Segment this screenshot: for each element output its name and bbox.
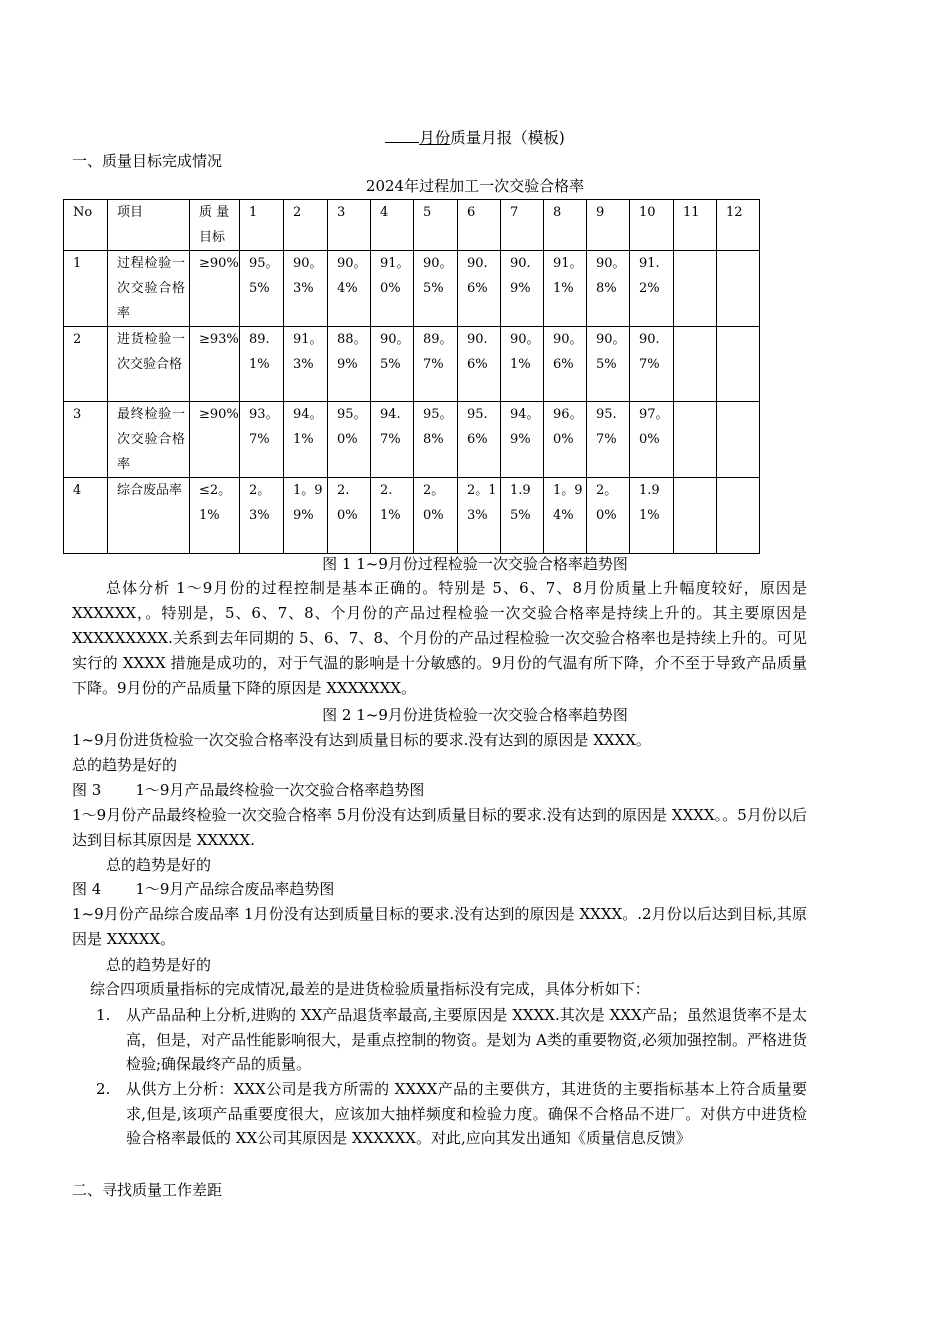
table-row — [64, 402, 760, 478]
month-value-cell: 94.7% — [371, 402, 414, 478]
table-header-row — [64, 200, 760, 251]
month-value-cell: 90.6% — [458, 327, 501, 402]
title-blank-line — [385, 127, 419, 143]
month-value-cell: 89.1% — [240, 327, 284, 402]
title-rest: 质量月报（模板) — [450, 129, 565, 147]
month-value-cell: 95.6% — [458, 402, 501, 478]
paragraph-analysis-2: 1~9月份进货检验一次交验合格率没有达到质量目标的要求.没有达到的原因是 XXXX。 — [72, 731, 651, 749]
month-value-cell: 90。5% — [414, 251, 458, 327]
list-item-number: 2. — [96, 1080, 111, 1098]
month-value-cell: 91。0% — [371, 251, 414, 327]
month-value-cell: 90。1% — [501, 327, 544, 402]
month-value-cell: 2.1% — [371, 478, 414, 554]
month-value-cell: 94。1% — [284, 402, 328, 478]
month-value-cell: 94。9% — [501, 402, 544, 478]
figure-4-label: 图 4 — [72, 880, 102, 898]
month-value-cell: 2。3% — [240, 478, 284, 554]
month-value-cell: 2.0% — [328, 478, 371, 554]
table-header-cell: 9 — [587, 200, 630, 251]
month-value-cell: 90。5% — [371, 327, 414, 402]
month-value-cell: 2。13% — [458, 478, 501, 554]
month-value-cell — [717, 478, 760, 554]
list-item — [96, 1003, 807, 1077]
report-title — [0, 126, 950, 148]
item-name-cell: 进货检验一次交验合格 — [108, 327, 190, 402]
row-number-cell: 1 — [64, 251, 108, 327]
table-header-cell: No — [64, 200, 108, 251]
month-value-cell: 91。3% — [284, 327, 328, 402]
month-value-cell: 2。0% — [414, 478, 458, 554]
table-row — [64, 478, 760, 554]
month-value-cell: 1。94% — [544, 478, 587, 554]
table-header-cell: 3 — [328, 200, 371, 251]
target-cell: ≥90% — [190, 251, 240, 327]
target-cell: ≥90% — [190, 402, 240, 478]
section-heading-2: 二、寻找质量工作差距 — [72, 1181, 223, 1199]
table-header-cell: 4 — [371, 200, 414, 251]
paragraph-analysis-1: 总体分析 1～9月份的过程控制是基本正确的。特别是 5、6、7、8月份质量上升幅度较好，原因是 XXXXXX，。特别是，5、6、7、8、个月份的产品过程检验一次交验合格率是持续上升的。其主要原因是 XXXXXXXXX.关系到去年同期的 5、6、7、8、个月份的产品过程检验一次交验合格率也是持续上升的。可见实行的 XXXX 措施是成功的，对于气温的影响是十分敏感的。9月份的气温有所下降，介不至于导致产品质量下降。9月份的产品质量下降的原因是 XXXXXXX。 — [72, 579, 807, 697]
table-header-cell: 项目 — [108, 200, 190, 251]
table-row — [64, 251, 760, 327]
month-value-cell: 2。0% — [587, 478, 630, 554]
figure-4-text: 1～9月产品综合废品率趋势图 — [135, 880, 335, 898]
list-item-text: 从供方上分析：XXX公司是我方所需的 XXXX产品的主要供方，其进货的主要指标基本上符合质量要求,但是,该项产品重要度很大，应该加大抽样频度和检验力度。确保不合格品不进厂。对供方中进货检验合格率最低的 XX公司其原因是 XXXXXX。对此,应向其发出通知《质量信息反馈》 — [126, 1080, 807, 1147]
month-value-cell: 91。1% — [544, 251, 587, 327]
month-value-cell: 1.95% — [501, 478, 544, 554]
table-header-cell: 8 — [544, 200, 587, 251]
trend-note-4: 总的趋势是好的 — [106, 956, 212, 974]
month-value-cell: 96。0% — [544, 402, 587, 478]
table-header-cell: 7 — [501, 200, 544, 251]
table-row — [64, 327, 760, 402]
table-caption: 2024年过程加工一次交验合格率 — [365, 177, 585, 195]
month-value-cell — [674, 478, 717, 554]
month-value-cell: 1.91% — [630, 478, 674, 554]
month-value-cell: 90.9% — [501, 251, 544, 327]
paragraph-analysis-4: 1~9月份产品综合废品率 1月份没有达到质量目标的要求.没有达到的原因是 XXXX。.2月份以后达到目标,其原因是 XXXXX。 — [72, 905, 807, 948]
trend-note-3: 总的趋势是好的 — [106, 856, 212, 874]
month-value-cell: 90.6% — [458, 251, 501, 327]
month-value-cell — [674, 327, 717, 402]
month-value-cell: 89。7% — [414, 327, 458, 402]
figure-2-caption: 图 2 1~9月份进货检验一次交验合格率趋势图 — [322, 706, 628, 724]
table-header-cell: 5 — [414, 200, 458, 251]
list-item-text: 从产品品种上分析,进购的 XX产品退货率最高,主要原因是 XXXX.其次是 XXX产品；虽然退货率不是太高，但是，对产品性能影响很大，是重点控制的物资。是划为 A类的重要物资,必须加强控制。严格进货检验;确保最终产品的质量。 — [126, 1006, 807, 1073]
month-value-cell: 91.2% — [630, 251, 674, 327]
item-name-cell: 最终检验一次交验合格率 — [108, 402, 190, 478]
month-value-cell: 95。5% — [240, 251, 284, 327]
table-header-cell: 1 — [240, 200, 284, 251]
month-value-cell — [674, 251, 717, 327]
month-value-cell: 90。6% — [544, 327, 587, 402]
quality-table — [63, 199, 760, 554]
target-cell: ≤2。1% — [190, 478, 240, 554]
table-header-cell: 6 — [458, 200, 501, 251]
month-value-cell: 90。3% — [284, 251, 328, 327]
month-value-cell: 1。99% — [284, 478, 328, 554]
month-value-cell: 88。9% — [328, 327, 371, 402]
table-header-cell: 质 量目标 — [190, 200, 240, 251]
month-value-cell: 93。7% — [240, 402, 284, 478]
month-value-cell: 90。5% — [587, 327, 630, 402]
month-value-cell: 95.7% — [587, 402, 630, 478]
table-header-cell: 12 — [717, 200, 760, 251]
title-month: 月份 — [419, 129, 451, 147]
paragraph-analysis-3: 1～9月份产品最终检验一次交验合格率 5月份没有达到质量目标的要求.没有达到的原因是 XXXX。。5月份以后达到目标其原因是 XXXXX. — [72, 806, 807, 849]
item-name-cell: 过程检验一次交验合格率 — [108, 251, 190, 327]
figure-4-caption — [72, 879, 334, 899]
target-cell: ≥93% — [190, 327, 240, 402]
row-number-cell: 2 — [64, 327, 108, 402]
month-value-cell — [717, 402, 760, 478]
month-value-cell — [717, 327, 760, 402]
figure-3-label: 图 3 — [72, 781, 102, 799]
month-value-cell: 97。0% — [630, 402, 674, 478]
table-header-cell: 10 — [630, 200, 674, 251]
figure-3-caption — [72, 780, 424, 800]
table-header-cell: 2 — [284, 200, 328, 251]
row-number-cell: 4 — [64, 478, 108, 554]
paragraph-summary: 综合四项质量指标的完成情况,最差的是进货检验质量指标没有完成，具体分析如下： — [90, 980, 650, 998]
row-number-cell: 3 — [64, 402, 108, 478]
figure-3-text: 1～9月产品最终检验一次交验合格率趋势图 — [135, 781, 425, 799]
month-value-cell: 90.7% — [630, 327, 674, 402]
section-heading-1: 一、质量目标完成情况 — [72, 152, 223, 170]
list-item-number: 1. — [96, 1006, 111, 1024]
table-header-cell: 11 — [674, 200, 717, 251]
month-value-cell — [674, 402, 717, 478]
month-value-cell: 95。8% — [414, 402, 458, 478]
figure-1-caption: 图 1 1~9月份过程检验一次交验合格率趋势图 — [322, 555, 628, 573]
month-value-cell: 90。8% — [587, 251, 630, 327]
month-value-cell: 90。4% — [328, 251, 371, 327]
list-item — [96, 1077, 807, 1151]
month-value-cell — [717, 251, 760, 327]
trend-note-2: 总的趋势是好的 — [72, 756, 178, 774]
month-value-cell: 95。0% — [328, 402, 371, 478]
item-name-cell: 综合废品率 — [108, 478, 190, 554]
